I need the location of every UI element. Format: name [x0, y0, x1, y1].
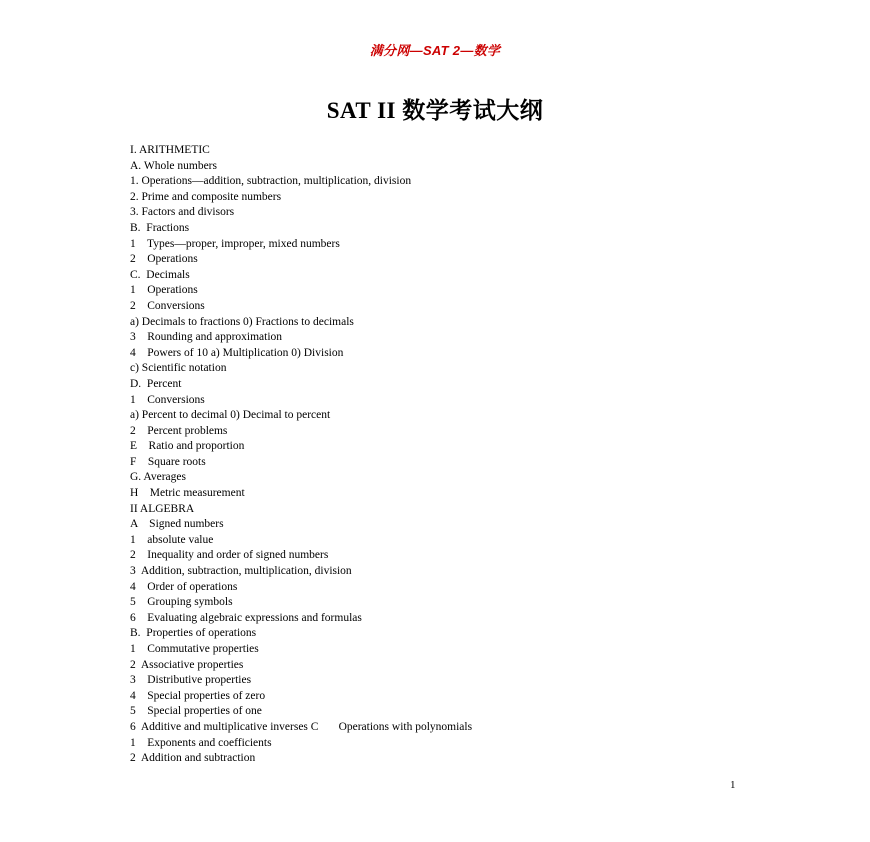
outline-line: 1 Operations: [130, 284, 198, 297]
outline-line: A Signed numbers: [130, 518, 224, 531]
outline-line: 1 Commutative properties: [130, 643, 259, 655]
outline-line: 3. Factors and divisors: [130, 206, 235, 219]
syllabus-outline: [130, 143, 770, 767]
outline-line: a) Decimals to fractions 0) Fractions to decimals: [130, 315, 354, 328]
outline-line: E Ratio and proportion: [130, 440, 245, 453]
outline-line: 2 Inequality and order of signed numbers: [130, 549, 329, 562]
page-title: SAT II 数学考试大纲: [326, 98, 544, 123]
outline-line: 4 Powers of 10 a) Multiplication 0) Division: [130, 346, 344, 359]
outline-line: 2 Percent problems: [130, 424, 228, 437]
outline-line: 3 Addition, subtraction, multiplication, division: [130, 565, 352, 578]
outline-line: 2 Addition and subtraction: [130, 752, 256, 765]
outline-line: II ALGEBRA: [130, 502, 195, 515]
outline-line: 1 Exponents and coefficients: [130, 736, 272, 749]
outline-line: 4 Special properties of zero: [130, 689, 266, 702]
outline-line: C. Decimals: [130, 268, 190, 281]
outline-line: A. Whole numbers: [130, 159, 217, 172]
outline-line: I. ARITHMETIC: [130, 144, 210, 156]
outline-line: 2 Associative properties: [130, 658, 244, 671]
page-number: 1: [730, 779, 736, 791]
outline-line: 1 Conversions: [130, 393, 205, 406]
outline-line: F Square roots: [130, 455, 206, 468]
outline-line: 6 Additive and multiplicative inverses C Operations with polynomials: [130, 720, 473, 733]
outline-line: H Metric measurement: [130, 487, 245, 500]
outline-line: B. Fractions: [130, 221, 190, 234]
outline-line: B. Properties of operations: [130, 627, 257, 640]
outline-line: a) Percent to decimal 0) Decimal to percent: [130, 409, 331, 422]
outline-line: 2. Prime and composite numbers: [130, 190, 282, 203]
outline-line: 1 Types—proper, improper, mixed numbers: [130, 237, 340, 250]
outline-line: 5 Grouping symbols: [130, 596, 233, 609]
outline-line: 6 Evaluating algebraic expressions and formulas: [130, 611, 362, 624]
outline-line: D. Percent: [130, 377, 182, 390]
outline-line: 3 Rounding and approximation: [130, 331, 283, 344]
outline-line: G. Averages: [130, 471, 186, 484]
outline-line: 5 Special properties of one: [130, 705, 262, 718]
outline-line: 4 Order of operations: [130, 580, 238, 593]
outline-line: c) Scientific notation: [130, 362, 227, 375]
page-header: 满分网—SAT 2—数学: [369, 43, 501, 58]
outline-line: 1. Operations—addition, subtraction, multiplication, division: [130, 175, 412, 188]
outline-line: 1 absolute value: [130, 533, 214, 546]
outline-line: 2 Operations: [130, 253, 198, 266]
outline-line: 2 Conversions: [130, 299, 205, 312]
outline-line: 3 Distributive properties: [130, 674, 252, 687]
